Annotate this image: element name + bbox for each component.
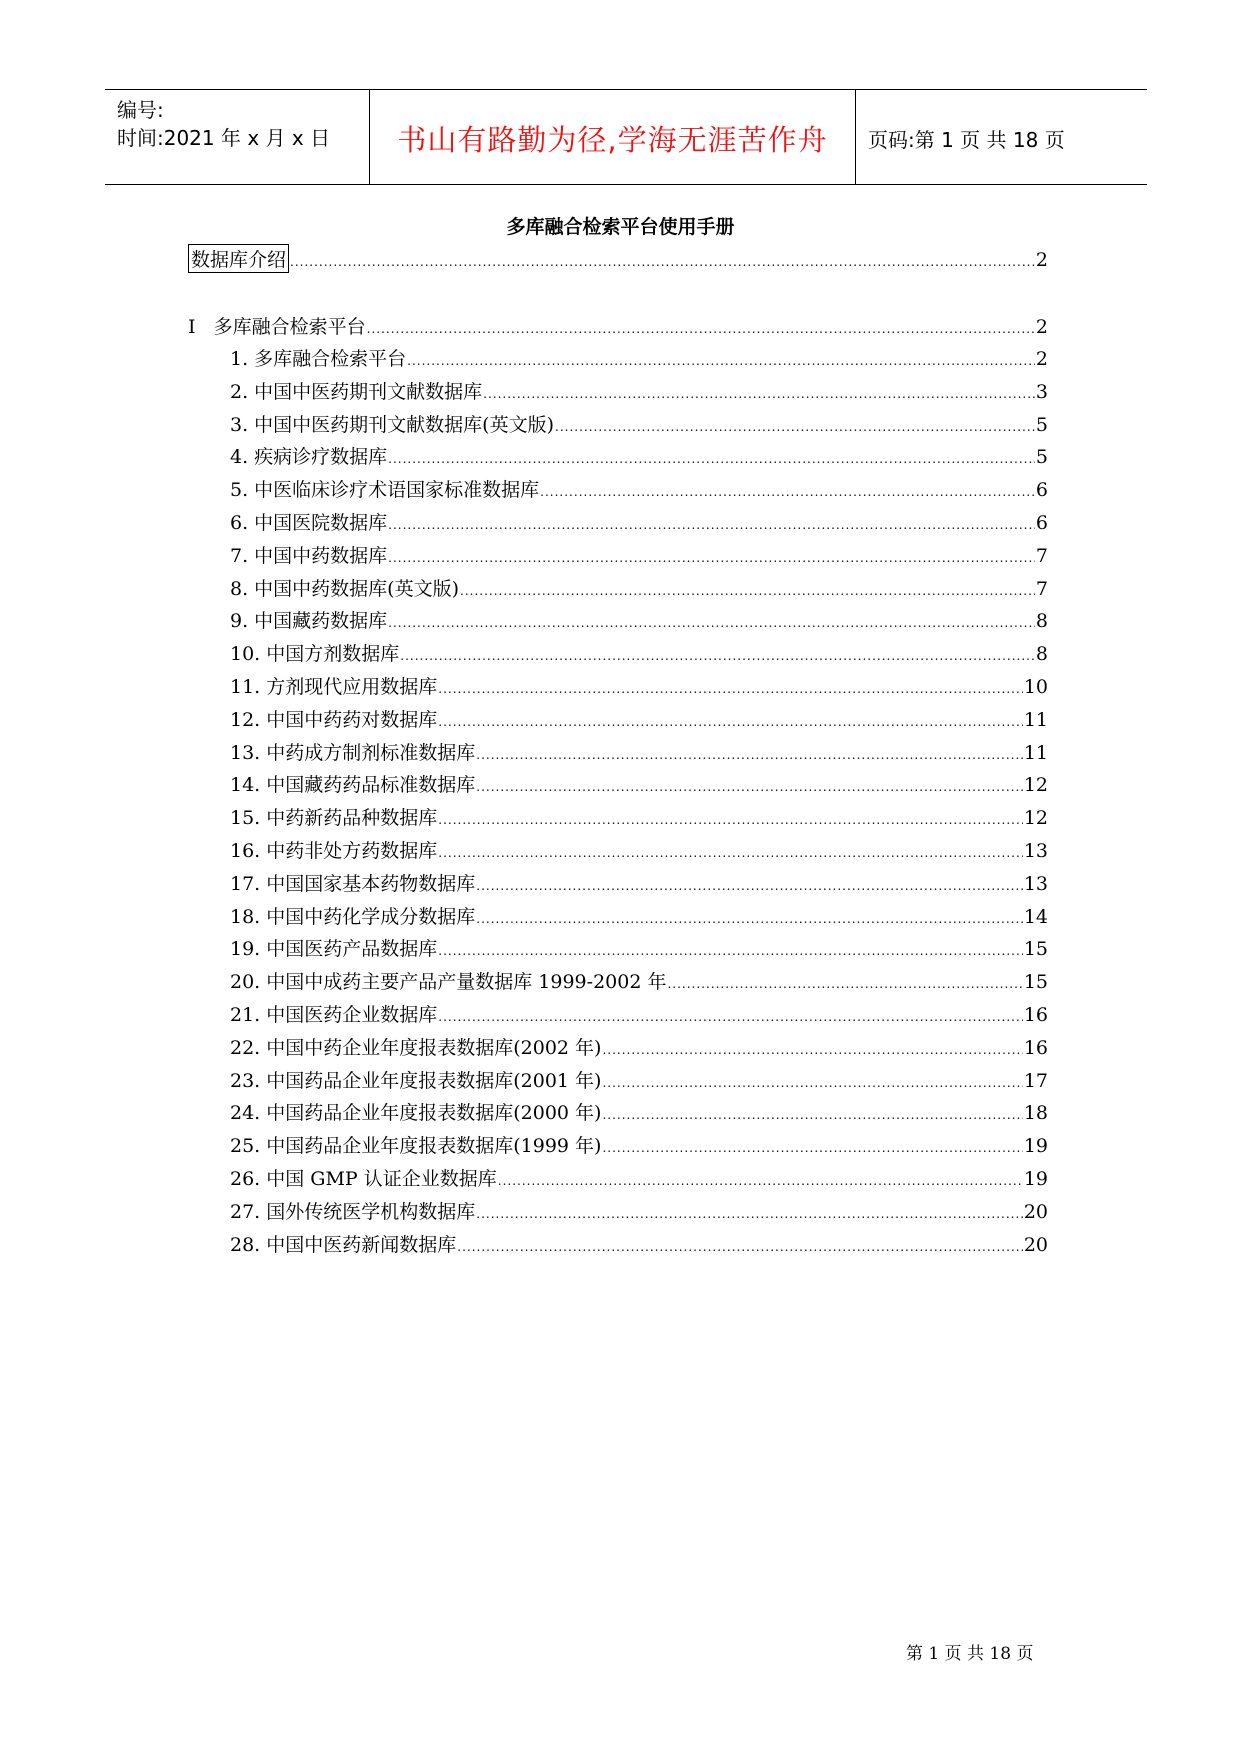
toc-entry-label: 14. 中国藏药药品标准数据库 — [230, 774, 476, 796]
document-number-label: 编号: — [117, 98, 164, 122]
toc-entry[interactable] — [230, 803, 1048, 830]
toc-entry-label: 10. 中国方剂数据库 — [230, 643, 400, 665]
toc-entry-page: 7 — [1035, 578, 1048, 600]
toc-entry-label: 18. 中国中药化学成分数据库 — [230, 906, 476, 928]
toc-leader-dots — [367, 322, 1035, 336]
toc-entry-label: 数据库介绍 — [188, 244, 289, 273]
toc-leader-dots — [483, 387, 1035, 401]
toc-entry-page: 8 — [1035, 610, 1048, 632]
toc-leader-dots — [438, 715, 1023, 729]
toc-entry-section[interactable] — [188, 312, 1048, 339]
toc-entry[interactable] — [230, 1230, 1048, 1257]
toc-leader-dots — [602, 1108, 1022, 1122]
toc-entry-page: 18 — [1023, 1102, 1048, 1124]
toc-leader-dots — [438, 1010, 1023, 1024]
toc-entry-label: 3. 中国中医药期刊文献数据库(英文版) — [230, 414, 554, 436]
toc-leader-dots — [400, 649, 1035, 663]
toc-entry[interactable] — [230, 869, 1048, 896]
toc-leader-dots — [667, 977, 1022, 991]
toc-entry[interactable] — [230, 639, 1048, 666]
toc-leader-dots — [476, 912, 1023, 926]
toc-entry-page: 17 — [1023, 1070, 1048, 1092]
toc-entry-page: 20 — [1023, 1201, 1048, 1223]
toc-entry-label: 25. 中国药品企业年度报表数据库(1999 年) — [230, 1135, 602, 1157]
toc-entry-label: 15. 中药新药品种数据库 — [230, 807, 438, 829]
toc-leader-dots — [555, 420, 1035, 434]
toc-entry-page: 2 — [1035, 348, 1048, 370]
toc-entry-page: 11 — [1023, 709, 1048, 731]
toc-entry-page: 7 — [1035, 545, 1048, 567]
toc-entry-page: 16 — [1023, 1037, 1048, 1059]
header-motto-cell — [370, 90, 856, 184]
toc-entry[interactable] — [230, 738, 1048, 765]
toc-leader-dots — [602, 1043, 1022, 1057]
toc-leader-dots — [438, 944, 1023, 958]
toc-entry-page: 2 — [1035, 316, 1048, 338]
toc-leader-dots — [438, 682, 1023, 696]
toc-entry-label: 20. 中国中成药主要产品产量数据库 1999-2002 年 — [230, 971, 667, 993]
toc-entry-page: 20 — [1023, 1234, 1048, 1256]
toc-leader-dots — [388, 518, 1035, 532]
document-title: 多库融合检索平台使用手册 — [506, 216, 735, 238]
toc-entry[interactable] — [230, 1033, 1048, 1060]
toc-leader-dots — [460, 584, 1035, 598]
toc-entry-page: 3 — [1035, 381, 1048, 403]
toc-leader-dots — [476, 780, 1023, 794]
toc-entry-page: 6 — [1035, 512, 1048, 534]
toc-entry-label: 11. 方剂现代应用数据库 — [230, 676, 438, 698]
toc-entry-page: 12 — [1023, 774, 1048, 796]
toc-entry-label: 23. 中国药品企业年度报表数据库(2001 年) — [230, 1070, 602, 1092]
toc-entry[interactable] — [230, 1066, 1048, 1093]
header-page-cell — [856, 90, 1147, 184]
document-time-label: 时间:2021 年 x 月 x 日 — [117, 126, 331, 150]
toc-leader-dots — [457, 1240, 1023, 1254]
toc-entry-label: 9. 中国藏药数据库 — [230, 610, 388, 632]
header-motto: 书山有路勤为径,学海无涯苦作舟 — [397, 123, 828, 157]
document-header — [105, 89, 1147, 185]
toc-entry-label: 1. 多库融合检索平台 — [230, 348, 407, 370]
toc-entry-label: 22. 中国中药企业年度报表数据库(2002 年) — [230, 1037, 602, 1059]
toc-entry[interactable] — [230, 1164, 1048, 1191]
toc-entry-page: 11 — [1023, 742, 1048, 764]
toc-entry-label: 7. 中国中药数据库 — [230, 545, 388, 567]
toc-entry-page: 13 — [1023, 873, 1048, 895]
toc-entry-label: 5. 中医临床诊疗术语国家标准数据库 — [230, 479, 540, 501]
toc-entry[interactable] — [230, 934, 1048, 961]
toc-entry-page: 5 — [1035, 446, 1048, 468]
toc-entry-page: 16 — [1023, 1004, 1048, 1026]
toc-entry-page: 14 — [1023, 906, 1048, 928]
toc-leader-dots — [388, 551, 1035, 565]
toc-entry-label: 27. 国外传统医学机构数据库 — [230, 1201, 476, 1223]
toc-leader-dots — [476, 879, 1023, 893]
toc-entry[interactable] — [230, 705, 1048, 732]
toc-leader-dots — [407, 354, 1035, 368]
toc-entry-page: 19 — [1023, 1168, 1048, 1190]
toc-entry-label: 21. 中国医药企业数据库 — [230, 1004, 438, 1026]
toc-leader-dots — [388, 452, 1035, 466]
toc-entry[interactable] — [230, 344, 1048, 371]
toc-entry[interactable] — [230, 1098, 1048, 1125]
toc-entry[interactable] — [230, 574, 1048, 601]
toc-entry[interactable] — [230, 442, 1048, 469]
toc-leader-dots — [540, 485, 1035, 499]
toc-entry-label: 2. 中国中医药期刊文献数据库 — [230, 381, 483, 403]
toc-entry-label: I 多库融合检索平台 — [188, 316, 366, 338]
toc-entry-label: 8. 中国中药数据库(英文版) — [230, 578, 459, 600]
toc-entry-label: 16. 中药非处方药数据库 — [230, 840, 438, 862]
toc-entry-page: 13 — [1023, 840, 1048, 862]
toc-entry-page: 10 — [1023, 676, 1048, 698]
toc-entry[interactable] — [230, 475, 1048, 502]
toc-entry-page: 15 — [1023, 938, 1048, 960]
toc-entry-label: 17. 中国国家基本药物数据库 — [230, 873, 476, 895]
toc-entry-page: 5 — [1035, 414, 1048, 436]
toc-leader-dots — [602, 1076, 1022, 1090]
toc-entry-label: 13. 中药成方制剂标准数据库 — [230, 742, 476, 764]
toc-entry[interactable] — [230, 1000, 1048, 1027]
page-footer: 第 1 页 共 18 页 — [906, 1644, 1034, 1664]
toc-entry-intro[interactable] — [188, 244, 1048, 273]
toc-entry-page: 15 — [1023, 971, 1048, 993]
toc-entry[interactable] — [230, 508, 1048, 535]
toc-leader-dots — [476, 748, 1023, 762]
toc-entry[interactable] — [230, 541, 1048, 568]
toc-entry-label: 4. 疾病诊疗数据库 — [230, 446, 388, 468]
toc-entry-page: 8 — [1035, 643, 1048, 665]
header-info-cell — [105, 90, 370, 184]
toc-entry[interactable] — [230, 1197, 1048, 1224]
toc-entry-label: 19. 中国医药产品数据库 — [230, 938, 438, 960]
toc-entry[interactable] — [230, 770, 1048, 797]
toc-leader-dots — [438, 846, 1023, 860]
toc-leader-dots — [602, 1141, 1022, 1155]
toc-entry[interactable] — [230, 672, 1048, 699]
toc-entry[interactable] — [230, 410, 1048, 437]
header-page-info: 页码:第 1 页 共 18 页 — [868, 128, 1065, 152]
toc-entry-label: 24. 中国药品企业年度报表数据库(2000 年) — [230, 1102, 602, 1124]
toc-leader-dots — [438, 813, 1023, 827]
toc-entry-label: 26. 中国 GMP 认证企业数据库 — [230, 1168, 497, 1190]
toc-leader-dots — [498, 1174, 1023, 1188]
toc-entry[interactable] — [230, 1131, 1048, 1158]
toc-entry-page: 2 — [1035, 249, 1048, 271]
toc-entry[interactable] — [230, 967, 1048, 994]
toc-entry[interactable] — [230, 836, 1048, 863]
toc-entry-label: 12. 中国中药药对数据库 — [230, 709, 438, 731]
toc-entry-page: 12 — [1023, 807, 1048, 829]
toc-entry-page: 19 — [1023, 1135, 1048, 1157]
toc-leader-dots — [388, 616, 1035, 630]
toc-entry-page: 6 — [1035, 479, 1048, 501]
toc-entry-label: 28. 中国中医药新闻数据库 — [230, 1234, 457, 1256]
toc-entry-label: 6. 中国医院数据库 — [230, 512, 388, 534]
toc-leader-dots — [290, 255, 1035, 269]
toc-leader-dots — [476, 1207, 1023, 1221]
toc-entry[interactable] — [230, 377, 1048, 404]
toc-entry[interactable] — [230, 606, 1048, 633]
toc-entry[interactable] — [230, 902, 1048, 929]
